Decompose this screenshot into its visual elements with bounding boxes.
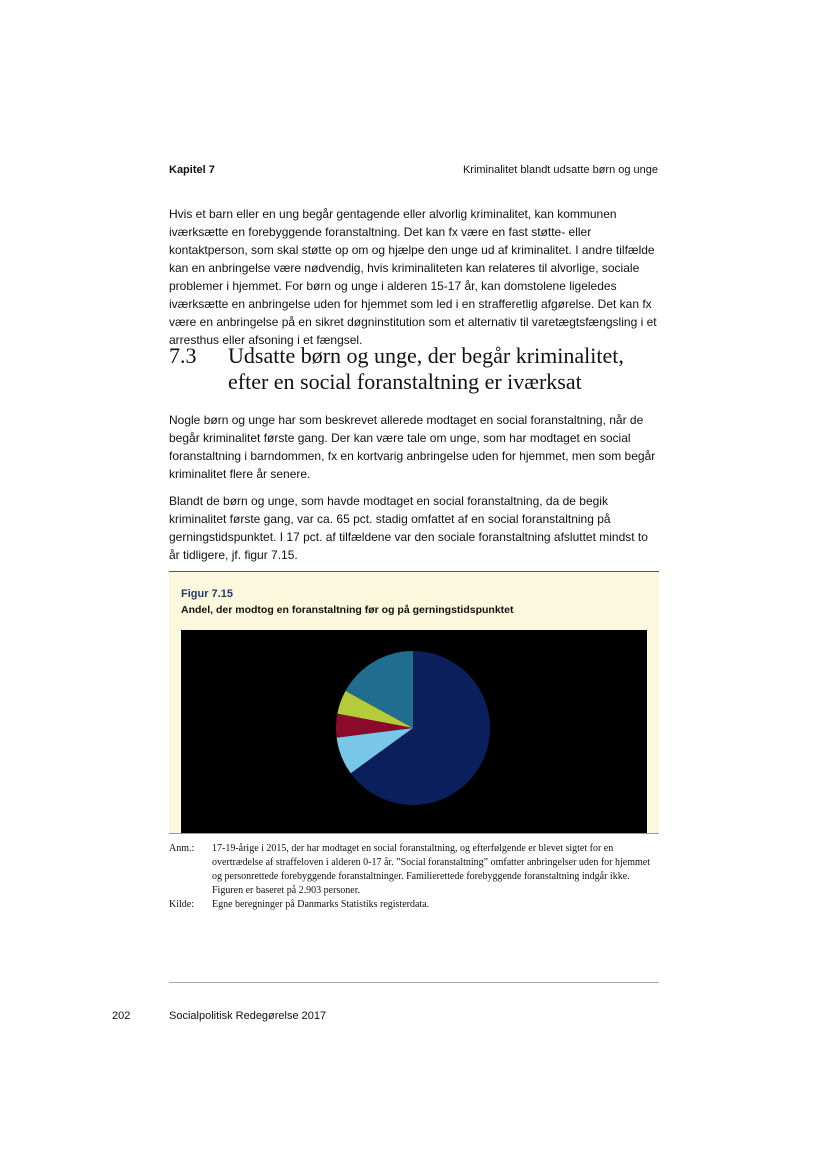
- figure-title: Andel, der modtog en foranstaltning før og på gerningstidspunktet: [181, 604, 514, 616]
- note-anm-text: 17-19-årige i 2015, der har modtaget en social foranstaltning, og efterfølgende er blevet sigtet for en overtrædelse af straffeloven i alderen 0-17 år. ”Social foranstaltning” omfatter anbringelser uden for hjemmet og personrettede forebyggende foranstaltninger. Familierettede forebyggende foranstaltning indgår ikke. Figuren er baseret på 2.903 personer.: [212, 843, 650, 896]
- running-title: Kriminalitet blandt udsatte børn og unge: [462, 164, 658, 176]
- section-number: 7.3: [169, 343, 197, 368]
- note-anm: [169, 842, 659, 898]
- note-kilde-label: Kilde:: [169, 899, 194, 910]
- page-number: 202: [112, 1010, 131, 1022]
- figure-notes: [169, 842, 659, 912]
- note-kilde-text: Egne beregninger på Danmarks Statistiks registerdata.: [212, 899, 430, 910]
- body-paragraph-1: Hvis et barn eller en ung begår gentagende eller alvorlig kriminalitet, kan kommunen iværksætte en forebyggende foranstaltning. Det kan fx være en fast støtte- eller kontaktperson, som skal støtte op om og hjælpe den unge ud af kriminalitet. I andre tilfælde kan en anbringelse være nødvendig, hvis kriminaliteten kan relateres til alvorlige, sociale problemer i hjemmet. For børn og unge i alderen 15-17 år, kan domstolene ligeledes iværksætte en anbringelse uden for hjemmet som led i en strafferetlig afgørelse. Det kan fx være en anbringelse på en sikret døgninstitution som et alternativ til varetægtsfængsling i et arresthus eller afsoning i et fængsel.: [169, 207, 657, 347]
- note-kilde: [169, 898, 659, 912]
- chart-area: [181, 630, 647, 833]
- body-paragraph-3: Blandt de børn og unge, som havde modtaget en social foranstaltning, da de begik kriminalitet første gang, var ca. 65 pct. stadig omfattet af en social foranstaltning på gerningstidspunktet. I 17 pct. af tilfældene var den sociale foranstaltning afsluttet mindst to år tidligere, jf. figur 7.15.: [169, 494, 648, 562]
- note-anm-label: Anm.:: [169, 843, 195, 854]
- figure-box: [169, 571, 659, 834]
- section-title: Udsatte børn og unge, der begår kriminalitet, efter en social foranstaltning er iværksat: [228, 343, 624, 394]
- publication-title: Socialpolitisk Redegørelse 2017: [169, 1010, 327, 1022]
- chapter-label: Kapitel 7: [169, 164, 215, 176]
- figure-label: Figur 7.15: [181, 588, 233, 600]
- footer-rule: [169, 982, 659, 983]
- pie-chart: [181, 630, 647, 833]
- body-paragraph-2: Nogle børn og unge har som beskrevet allerede modtaget en social foranstaltning, når de begår kriminalitet første gang. Der kan være tale om unge, som har modtaget en social foranstaltning i barndommen, fx en kortvarig anbringelse uden for hjemmet, men som begår kriminalitet flere år senere.: [169, 413, 656, 481]
